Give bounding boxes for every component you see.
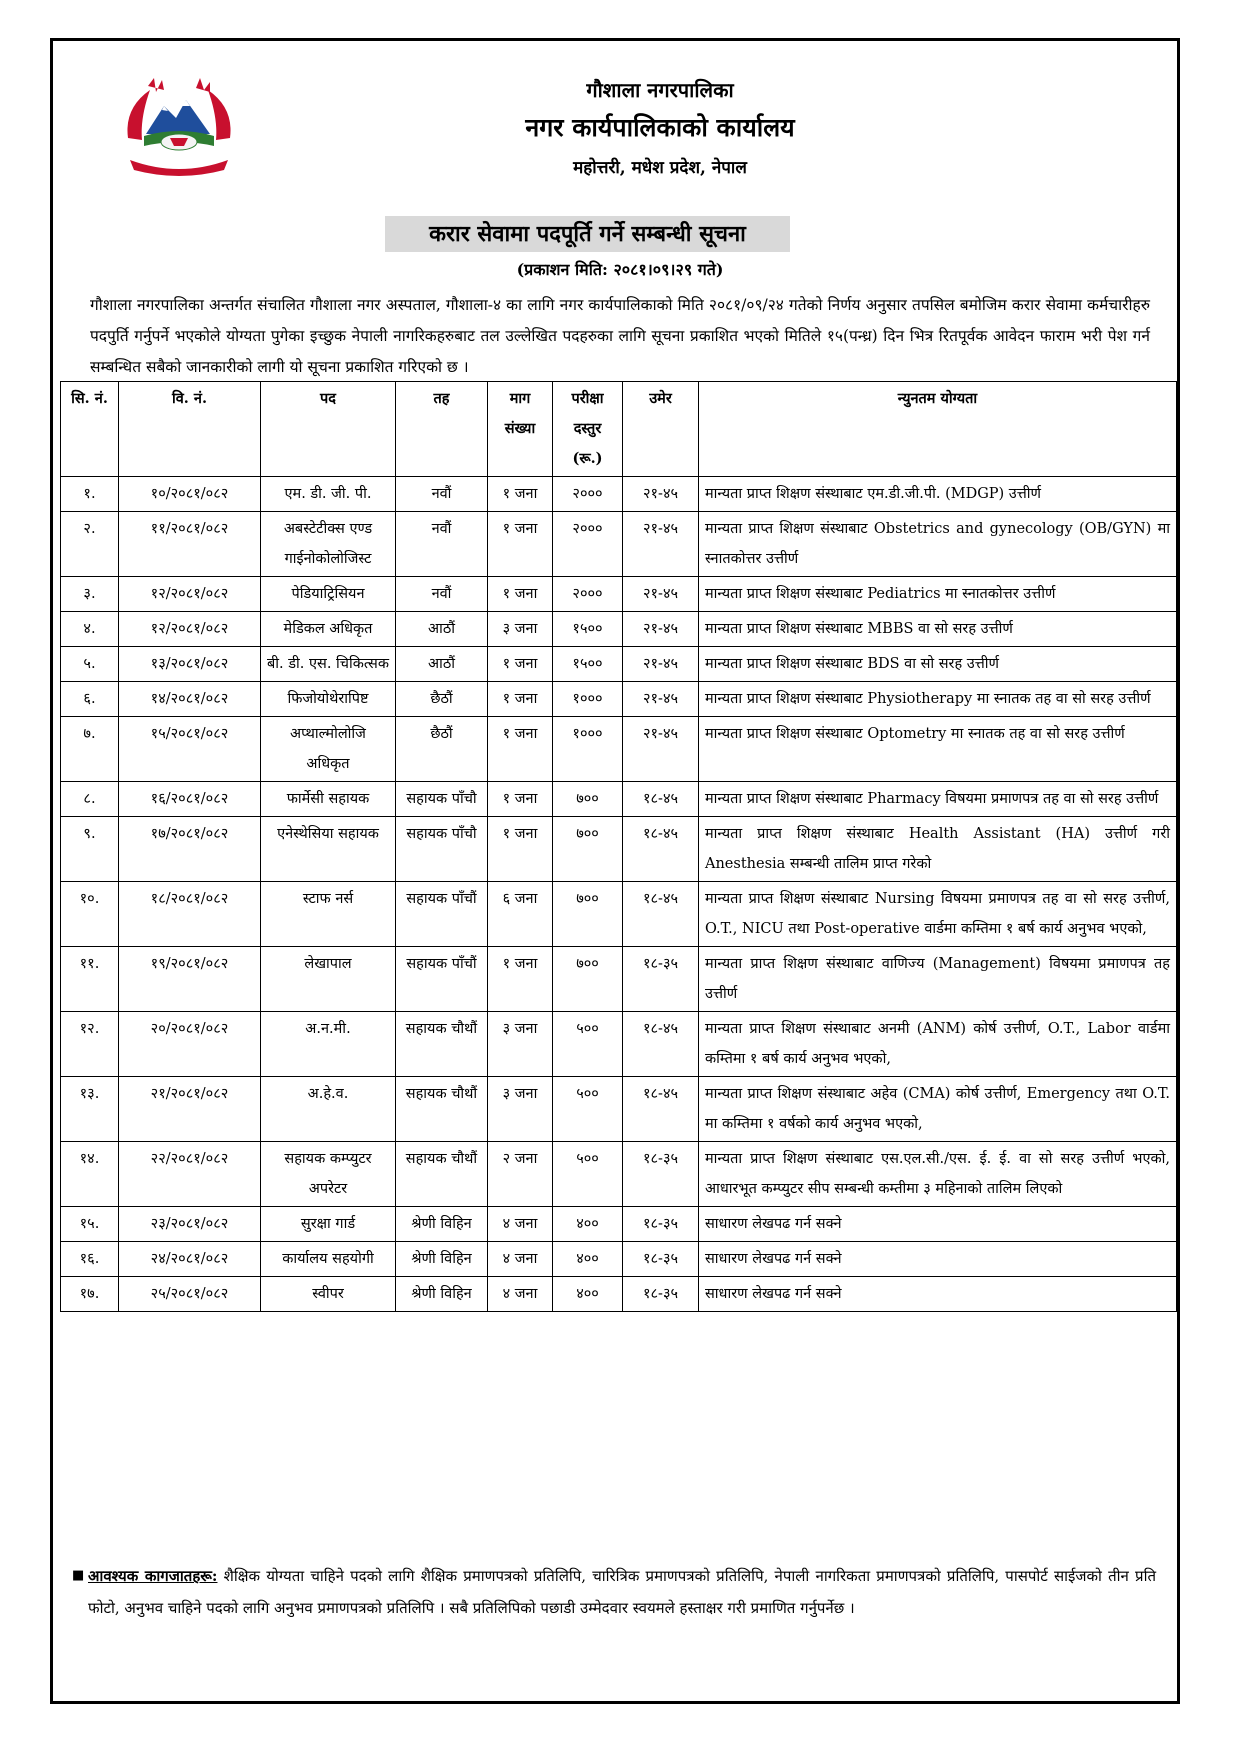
office-address: महोत्तरी, मधेश प्रदेश, नेपाल [573,158,747,178]
cell-level: सहायक पाँचौं [396,947,488,1012]
cell-qualification: मान्यता प्राप्त शिक्षण संस्थाबाट एम.डी.जी.पी. (MDGP) उत्तीर्ण [699,477,1177,512]
cell-sn: १२. [61,1012,119,1077]
cell-sn: १. [61,477,119,512]
cell-fee: ४०० [553,1277,623,1312]
cell-level: सहायक पाँचौं [396,882,488,947]
cell-sn: १७. [61,1277,119,1312]
cell-age: १८-३५ [623,1242,699,1277]
cell-level: छैठौं [396,717,488,782]
cell-ad-no: १९/२०८१/०८२ [119,947,261,1012]
cell-fee: २००० [553,577,623,612]
cell-level: सहायक पाँचौ [396,817,488,882]
cell-qualification: मान्यता प्राप्त शिक्षण संस्थाबाट एस.एल.सी./एस. ई. ई. वा सो सरह उत्तीर्ण भएको, आधारभूत कम्प्युटर सीप सम्बन्धी कम्तीमा ३ महिनाको तालिम लिएको [699,1142,1177,1207]
cell-level: नवौं [396,477,488,512]
cell-fee: १००० [553,717,623,782]
cell-age: १८-३५ [623,947,699,1012]
cell-demand: १ जना [488,817,553,882]
table-row [61,1142,1177,1207]
cell-ad-no: १०/२०८१/०८२ [119,477,261,512]
cell-age: २१-४५ [623,647,699,682]
col-header-sn: सि. नं. [61,382,119,477]
cell-age: २१-४५ [623,512,699,577]
cell-fee: १५०० [553,612,623,647]
cell-level: सहायक चौथौं [396,1142,488,1207]
notice-title: करार सेवामा पदपूर्ति गर्ने सम्बन्धी सूचना [385,216,790,252]
table-row [61,612,1177,647]
col-header-ad-no: वि. नं. [119,382,261,477]
cell-age: १८-३५ [623,1142,699,1207]
cell-qualification: मान्यता प्राप्त शिक्षण संस्थाबाट Obstetrics and gynecology (OB/GYN) मा स्नातकोत्तर उत्तीर्ण [699,512,1177,577]
cell-ad-no: १३/२०८१/०८२ [119,647,261,682]
table-header-row [61,382,1177,477]
cell-ad-no: २२/२०८१/०८२ [119,1142,261,1207]
cell-sn: ६. [61,682,119,717]
cell-post: एनेस्थेसिया सहायक [261,817,396,882]
cell-demand: ३ जना [488,1077,553,1142]
cell-qualification: मान्यता प्राप्त शिक्षण संस्थाबाट अनमी (ANM) कोर्ष उत्तीर्ण, O.T., Labor वार्डमा कम्तिमा १ बर्ष कार्य अनुभव भएको, [699,1012,1177,1077]
table-row [61,1077,1177,1142]
cell-age: १८-३५ [623,1207,699,1242]
cell-ad-no: २३/२०८१/०८२ [119,1207,261,1242]
cell-age: २१-४५ [623,717,699,782]
cell-fee: २००० [553,477,623,512]
table-row [61,477,1177,512]
table-row [61,782,1177,817]
cell-fee: ५०० [553,1012,623,1077]
cell-demand: ४ जना [488,1277,553,1312]
cell-level: नवौं [396,577,488,612]
table-row [61,1242,1177,1277]
cell-qualification: साधारण लेखपढ गर्न सक्ने [699,1277,1177,1312]
table-row [61,817,1177,882]
cell-level: नवौं [396,512,488,577]
cell-post: अ.न.मी. [261,1012,396,1077]
cell-sn: १४. [61,1142,119,1207]
cell-qualification: मान्यता प्राप्त शिक्षण संस्थाबाट Nursing विषयमा प्रमाणपत्र तह वा सो सरह उत्तीर्ण, O.T., NICU तथा Post-operative वार्डमा कम्तिमा १ बर्ष कार्य अनुभव भएको, [699,882,1177,947]
office-name: नगर कार्यपालिकाको कार्यालय [525,113,795,142]
cell-demand: ४ जना [488,1242,553,1277]
cell-demand: १ जना [488,512,553,577]
cell-level: सहायक पाँचौ [396,782,488,817]
cell-ad-no: १८/२०८१/०८२ [119,882,261,947]
cell-demand: ३ जना [488,612,553,647]
cell-age: १८-४५ [623,782,699,817]
vacancy-table [60,381,1177,1312]
cell-age: १८-४५ [623,817,699,882]
cell-post: स्वीपर [261,1277,396,1312]
cell-qualification: मान्यता प्राप्त शिक्षण संस्थाबाट Pharmacy विषयमा प्रमाणपत्र तह वा सो सरह उत्तीर्ण [699,782,1177,817]
cell-demand: ६ जना [488,882,553,947]
cell-level: आठौं [396,647,488,682]
cell-age: १८-४५ [623,1012,699,1077]
cell-age: १८-४५ [623,882,699,947]
cell-post: अ.हे.व. [261,1077,396,1142]
table-row [61,682,1177,717]
cell-demand: १ जना [488,682,553,717]
publication-date: (प्रकाशन मिति: २०८१।०९।२९ गते) [516,260,724,279]
cell-age: १८-३५ [623,1277,699,1312]
table-row [61,1207,1177,1242]
col-header-level: तह [396,382,488,477]
cell-sn: १५. [61,1207,119,1242]
cell-fee: ४०० [553,1207,623,1242]
municipality-name: गौशाला नगरपालिका [586,78,734,102]
cell-post: सुरक्षा गार्ड [261,1207,396,1242]
col-header-post: पद [261,382,396,477]
cell-level: सहायक चौथौं [396,1077,488,1142]
cell-demand: १ जना [488,717,553,782]
cell-level: श्रेणी विहिन [396,1242,488,1277]
cell-fee: ५०० [553,1077,623,1142]
cell-post: अप्थाल्मोलोजि अधिकृत [261,717,396,782]
cell-qualification: साधारण लेखपढ गर्न सक्ने [699,1207,1177,1242]
cell-post: फार्मेसी सहायक [261,782,396,817]
cell-sn: ११. [61,947,119,1012]
cell-post: कार्यालय सहयोगी [261,1242,396,1277]
cell-ad-no: २४/२०८१/०८२ [119,1242,261,1277]
table-row [61,577,1177,612]
cell-ad-no: १६/२०८१/०८२ [119,782,261,817]
cell-ad-no: २५/२०८१/०८२ [119,1277,261,1312]
cell-post: पेडियाट्रिसियन [261,577,396,612]
cell-fee: १५०० [553,647,623,682]
cell-sn: ८. [61,782,119,817]
nepal-government-emblem-icon [120,78,238,178]
table-row [61,1277,1177,1312]
cell-fee: ४०० [553,1242,623,1277]
cell-post: सहायक कम्प्युटर अपरेटर [261,1142,396,1207]
cell-fee: ७०० [553,947,623,1012]
cell-post: लेखापाल [261,947,396,1012]
table-row [61,717,1177,782]
intro-paragraph: गौशाला नगरपालिका अन्तर्गत संचालित गौशाला नगर अस्पताल, गौशाला-४ का लागि नगर कार्यपालिकाको मिति २०८१/०९/२४ गतेको निर्णय अनुसार तपसिल बमोजिम करार सेवामा कर्मचारीहरु पदपुर्ति गर्नुपर्ने भएकोले योग्यता पुगेका इच्छुक नेपाली नागरिकहरुबाट तल उल्लेखित पदहरुका लागि सूचना प्रकाशित भएको मितिले १५(पन्ध्र) दिन भित्र रितपूर्वक आवेदन फाराम भरी पेश गर्न सम्बन्धित सबैको जानकारीको लागी यो सूचना प्रकाशित गरिएको छ । [90,296,1150,376]
cell-sn: ४. [61,612,119,647]
col-header-demand: माग संख्या [488,382,553,477]
col-header-qualification: न्युनतम योग्यता [699,382,1177,477]
bullet-icon: ■ [72,1568,85,1583]
cell-qualification: मान्यता प्राप्त शिक्षण संस्थाबाट अहेव (CMA) कोर्ष उत्तीर्ण, Emergency तथा O.T. मा कम्तिमा १ वर्षको कार्य अनुभव भएको, [699,1077,1177,1142]
cell-post: बी. डी. एस. चिकित्सक [261,647,396,682]
cell-qualification: मान्यता प्राप्त शिक्षण संस्थाबाट Optometry मा स्नातक तह वा सो सरह उत्तीर्ण [699,717,1177,782]
cell-post: मेडिकल अधिकृत [261,612,396,647]
table-row [61,947,1177,1012]
cell-post: अबस्टेटीक्स एण्ड गाईनोकोलोजिस्ट [261,512,396,577]
cell-fee: ७०० [553,882,623,947]
table-row [61,882,1177,947]
cell-ad-no: १२/२०८१/०८२ [119,577,261,612]
cell-demand: २ जना [488,1142,553,1207]
col-header-fee: परीक्षा दस्तुर (रू.) [553,382,623,477]
cell-post: स्टाफ नर्स [261,882,396,947]
cell-demand: १ जना [488,577,553,612]
cell-post: फिजोयोथेरापिष्ट [261,682,396,717]
cell-qualification: मान्यता प्राप्त शिक्षण संस्थाबाट MBBS वा सो सरह उत्तीर्ण [699,612,1177,647]
cell-demand: १ जना [488,947,553,1012]
cell-ad-no: १२/२०८१/०८२ [119,612,261,647]
required-documents-label: आवश्यक कागजातहरू: [88,1567,218,1585]
cell-age: २१-४५ [623,477,699,512]
cell-level: श्रेणी विहिन [396,1207,488,1242]
required-documents [72,1560,1157,1624]
cell-age: १८-४५ [623,1077,699,1142]
cell-fee: ७०० [553,817,623,882]
cell-ad-no: ११/२०८१/०८२ [119,512,261,577]
table-row [61,512,1177,577]
cell-post: एम. डी. जी. पी. [261,477,396,512]
cell-fee: २००० [553,512,623,577]
cell-ad-no: २१/२०८१/०८२ [119,1077,261,1142]
cell-qualification: मान्यता प्राप्त शिक्षण संस्थाबाट वाणिज्य (Management) विषयमा प्रमाणपत्र तह उत्तीर्ण [699,947,1177,1012]
cell-sn: १३. [61,1077,119,1142]
table-row [61,1012,1177,1077]
cell-ad-no: २०/२०८१/०८२ [119,1012,261,1077]
cell-level: सहायक चौथौं [396,1012,488,1077]
cell-demand: ३ जना [488,1012,553,1077]
cell-ad-no: १४/२०८१/०८२ [119,682,261,717]
cell-sn: ३. [61,577,119,612]
cell-age: २१-४५ [623,577,699,612]
cell-level: आठौं [396,612,488,647]
cell-qualification: मान्यता प्राप्त शिक्षण संस्थाबाट Pediatrics मा स्नातकोत्तर उत्तीर्ण [699,577,1177,612]
col-header-age: उमेर [623,382,699,477]
cell-qualification: मान्यता प्राप्त शिक्षण संस्थाबाट Health Assistant (HA) उत्तीर्ण गरी Anesthesia सम्बन्धी तालिम प्राप्त गरेको [699,817,1177,882]
cell-fee: ५०० [553,1142,623,1207]
cell-sn: ५. [61,647,119,682]
cell-fee: ७०० [553,782,623,817]
cell-sn: ७. [61,717,119,782]
cell-demand: १ जना [488,782,553,817]
cell-qualification: मान्यता प्राप्त शिक्षण संस्थाबाट BDS वा सो सरह उत्तीर्ण [699,647,1177,682]
cell-qualification: मान्यता प्राप्त शिक्षण संस्थाबाट Physiotherapy मा स्नातक तह वा सो सरह उत्तीर्ण [699,682,1177,717]
cell-level: छैठौं [396,682,488,717]
cell-sn: ९. [61,817,119,882]
table-row [61,647,1177,682]
cell-ad-no: १७/२०८१/०८२ [119,817,261,882]
cell-level: श्रेणी विहिन [396,1277,488,1312]
cell-sn: २. [61,512,119,577]
cell-demand: ४ जना [488,1207,553,1242]
cell-age: २१-४५ [623,612,699,647]
cell-age: २१-४५ [623,682,699,717]
required-documents-text: शैक्षिक योग्यता चाहिने पदको लागि शैक्षिक प्रमाणपत्रको प्रतिलिपि, चारित्रिक प्रमाणपत्रको प्रतिलिपि, नेपाली नागरिकता प्रमाणपत्रको प्रतिलिपि, पासपोर्ट साईजको तीन प्रति फोटो, अनुभव चाहिने पदको लागि अनुभव प्रमाणपत्रको प्रतिलिपि । सबै प्रतिलिपिको पछाडी उम्मेदवार स्वयमले हस्ताक्षर गरी प्रमाणित गर्नुपर्नेछ । [88,1567,1157,1617]
cell-demand: १ जना [488,477,553,512]
cell-ad-no: १५/२०८१/०८२ [119,717,261,782]
cell-demand: १ जना [488,647,553,682]
cell-fee: १००० [553,682,623,717]
cell-sn: १६. [61,1242,119,1277]
cell-qualification: साधारण लेखपढ गर्न सक्ने [699,1242,1177,1277]
cell-sn: १०. [61,882,119,947]
